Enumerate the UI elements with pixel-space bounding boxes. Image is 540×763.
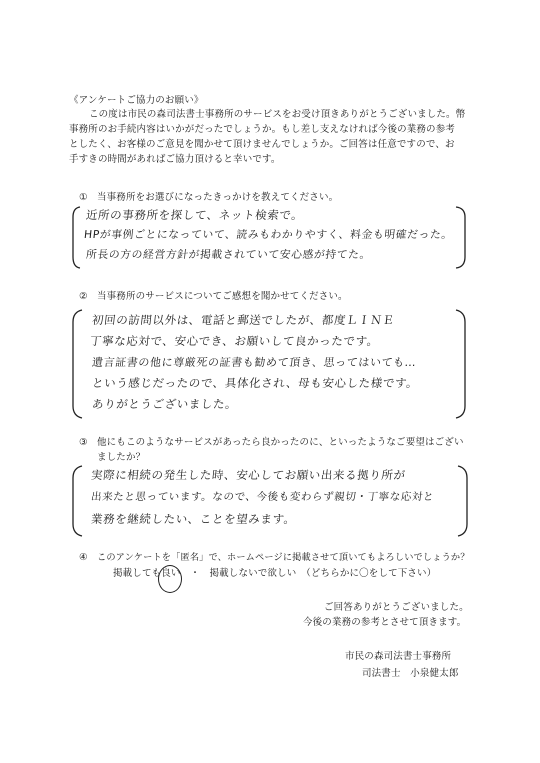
q4-options: 掲載しても良い ・ 掲載しないで欲しい （どちらかに〇をして下さい）: [113, 568, 437, 579]
q2-answer-line-4: という感じだったので、具体化され、母も安心した様です。: [91, 376, 420, 390]
q1-number: ①: [79, 192, 88, 203]
q2-text: 当事務所のサービスについてご感想を聞かせてください。: [97, 291, 348, 302]
closing-line-2: 今後の業務の参考とさせて頂きます。: [303, 617, 467, 628]
q1-answer-line-1: 近所の事務所を探して、ネット検索で。: [85, 208, 305, 222]
q3-answer-line-1: 実際に相続の発生した時、安心してお願い出来る拠り所が: [90, 468, 407, 482]
closing-line-1: ご回答ありがとうございました。: [324, 602, 469, 613]
intro-line-2: 事務所のお手続内容はいかがだったでしょうか。もし差し支えなければ今後の業務の参考: [69, 124, 456, 135]
intro-line-4: 手すきの時間があればご協力頂けると幸いです。: [69, 154, 281, 165]
office-signature: 司法書士 小泉健太郎: [362, 668, 459, 679]
q3-text-line-2: ましたか？: [97, 452, 146, 463]
q1-answer-line-2: HPが事例ごとになっていて、読みもわかりやすく、料金も明確だった。: [83, 228, 454, 241]
q2-number: ②: [79, 291, 88, 302]
q3-number: ③: [79, 437, 88, 448]
q3-answer-line-3: 業務を継続したい、ことを望みます。: [90, 512, 297, 526]
survey-title: 《アンケートご協力のお願い》: [69, 95, 204, 106]
q4-text: このアンケートを「匿名」で、ホームページに掲載させて頂いてもよろしいでしょうか？: [97, 552, 470, 563]
intro-line-1: この度は市民の森司法書士事務所のサービスをお受け頂きありがとうございました。幣: [89, 109, 466, 120]
selected-option-circle: [158, 565, 182, 593]
q1-text: 当事務所をお選びになったきっかけを教えてください。: [97, 192, 339, 203]
q2-answer-line-2: 丁寧な応対で、安心でき、お願いして良かったです。: [89, 334, 380, 348]
q4-number: ④: [79, 552, 88, 563]
q2-answer-line-5: ありがとうございました。: [91, 397, 238, 411]
q1-answer-line-3: 所長の方の経営方針が掲載されていて安心感が持てた。: [85, 248, 372, 261]
intro-line-3: としたく、お客様のご意見を聞かせて頂けませんでしょうか。ご回答は任意ですので、お: [69, 139, 455, 150]
q3-answer-line-2: 出来たと思っています。なので、今後も変わらず親切・丁寧な応対と: [90, 491, 435, 503]
q2-answer-line-1: 初回の訪問以外は、電話と郵送でしたが、都度ＬＩＮＥ: [91, 313, 396, 327]
office-name: 市民の森司法書士事務所: [345, 651, 452, 662]
q3-text-line-1: 他にもこのようなサービスがあったら良かったのに、といったようなご要望はござい: [97, 437, 464, 448]
q2-answer-line-3: 遺言証書の他に尊厳死の証書も勧めて頂き、思ってはいても…: [91, 356, 418, 369]
